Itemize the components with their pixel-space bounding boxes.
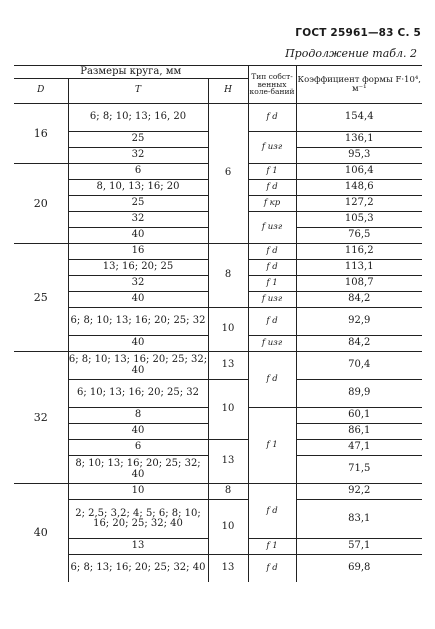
h-value: 8 — [208, 484, 248, 500]
coefficient-value: 89,9 — [296, 380, 422, 408]
oscillation-type: f d — [248, 104, 296, 132]
t-value: 6; 10; 13; 16; 20; 25; 32 — [68, 380, 208, 408]
coefficient-table-container — [14, 65, 422, 582]
oscillation-type: f d — [248, 555, 296, 583]
t-value: 32 — [68, 212, 208, 228]
t-value: 6; 8; 10; 13; 16; 20; 25; 32; 40 — [68, 352, 208, 380]
h-value: 13 — [208, 352, 248, 380]
coefficient-value: 148,6 — [296, 180, 422, 196]
t-value: 8; 10; 13; 16; 20; 25; 32; 40 — [68, 456, 208, 484]
t-value: 40 — [68, 336, 208, 352]
coefficient-value: 92,9 — [296, 308, 422, 336]
coefficient-value: 116,2 — [296, 244, 422, 260]
header-t: T — [68, 79, 208, 104]
oscillation-type: f изг — [248, 212, 296, 244]
coefficient-value: 127,2 — [296, 196, 422, 212]
t-value: 8 — [68, 408, 208, 424]
header-circle-dimensions: Размеры круга, мм — [14, 66, 248, 79]
oscillation-type: f изг — [248, 336, 296, 352]
t-value: 6 — [68, 164, 208, 180]
t-value: 25 — [68, 132, 208, 148]
t-value: 32 — [68, 276, 208, 292]
h-value: 10 — [208, 380, 248, 440]
h-value: 13 — [208, 440, 248, 484]
t-value: 2; 2,5; 3,2; 4; 5; 6; 8; 10; 16; 20; 25; 32; 40 — [68, 500, 208, 539]
coefficient-value: 84,2 — [296, 336, 422, 352]
coefficient-value: 113,1 — [296, 260, 422, 276]
page-header-standard: ГОСТ 25961—83 С. 5 — [295, 27, 421, 39]
coefficient-table — [14, 65, 422, 582]
coefficient-value: 71,5 — [296, 456, 422, 484]
t-value: 13; 16; 20; 25 — [68, 260, 208, 276]
h-value: 10 — [208, 500, 248, 555]
coefficient-value: 105,3 — [296, 212, 422, 228]
t-value: 32 — [68, 148, 208, 164]
table-continuation-caption: Продолжение табл. 2 — [285, 47, 417, 60]
coefficient-value: 136,1 — [296, 132, 422, 148]
header-h: H — [208, 79, 248, 104]
oscillation-type: f 1 — [248, 408, 296, 484]
oscillation-type: f d — [248, 260, 296, 276]
coefficient-value: 108,7 — [296, 276, 422, 292]
header-oscillation-type: Тип собст-венных коле-баний — [248, 66, 296, 104]
coefficient-value: 86,1 — [296, 424, 422, 440]
header-form-coefficient: Коэффициент формы F·10⁴, м⁻¹ — [296, 66, 422, 104]
coefficient-value: 76,5 — [296, 228, 422, 244]
coefficient-value: 83,1 — [296, 500, 422, 539]
oscillation-type: f 1 — [248, 276, 296, 292]
coefficient-value: 84,2 — [296, 292, 422, 308]
coefficient-value: 92,2 — [296, 484, 422, 500]
t-value: 6 — [68, 440, 208, 456]
d-value: 25 — [14, 244, 68, 352]
coefficient-value: 47,1 — [296, 440, 422, 456]
header-d: D — [14, 79, 68, 104]
coefficient-value: 70,4 — [296, 352, 422, 380]
coefficient-value: 95,3 — [296, 148, 422, 164]
oscillation-type: f 1 — [248, 539, 296, 555]
t-value: 40 — [68, 292, 208, 308]
oscillation-type: f кр — [248, 196, 296, 212]
oscillation-type: f d — [248, 180, 296, 196]
coefficient-value: 69,8 — [296, 555, 422, 583]
t-value: 8, 10, 13; 16; 20 — [68, 180, 208, 196]
oscillation-type: f 1 — [248, 164, 296, 180]
oscillation-type: f d — [248, 308, 296, 336]
h-value: 13 — [208, 555, 248, 583]
oscillation-type: f d — [248, 484, 296, 539]
oscillation-type: f d — [248, 244, 296, 260]
t-value: 25 — [68, 196, 208, 212]
h-value: 10 — [208, 308, 248, 352]
d-value: 40 — [14, 484, 68, 583]
t-value: 6; 8; 13; 16; 20; 25; 32; 40 — [68, 555, 208, 583]
coefficient-value: 57,1 — [296, 539, 422, 555]
oscillation-type: f d — [248, 352, 296, 408]
h-value: 6 — [208, 104, 248, 244]
coefficient-value: 106,4 — [296, 164, 422, 180]
oscillation-type: f изг — [248, 132, 296, 164]
d-value: 20 — [14, 164, 68, 244]
t-value: 6; 8; 10; 13; 16; 20; 25; 32 — [68, 308, 208, 336]
t-value: 6; 8; 10; 13; 16, 20 — [68, 104, 208, 132]
t-value: 40 — [68, 228, 208, 244]
coefficient-value: 60,1 — [296, 408, 422, 424]
d-value: 16 — [14, 104, 68, 164]
t-value: 13 — [68, 539, 208, 555]
t-value: 40 — [68, 424, 208, 440]
h-value: 8 — [208, 244, 248, 308]
coefficient-value: 154,4 — [296, 104, 422, 132]
t-value: 10 — [68, 484, 208, 500]
oscillation-type: f изг — [248, 292, 296, 308]
d-value: 32 — [14, 352, 68, 484]
t-value: 16 — [68, 244, 208, 260]
